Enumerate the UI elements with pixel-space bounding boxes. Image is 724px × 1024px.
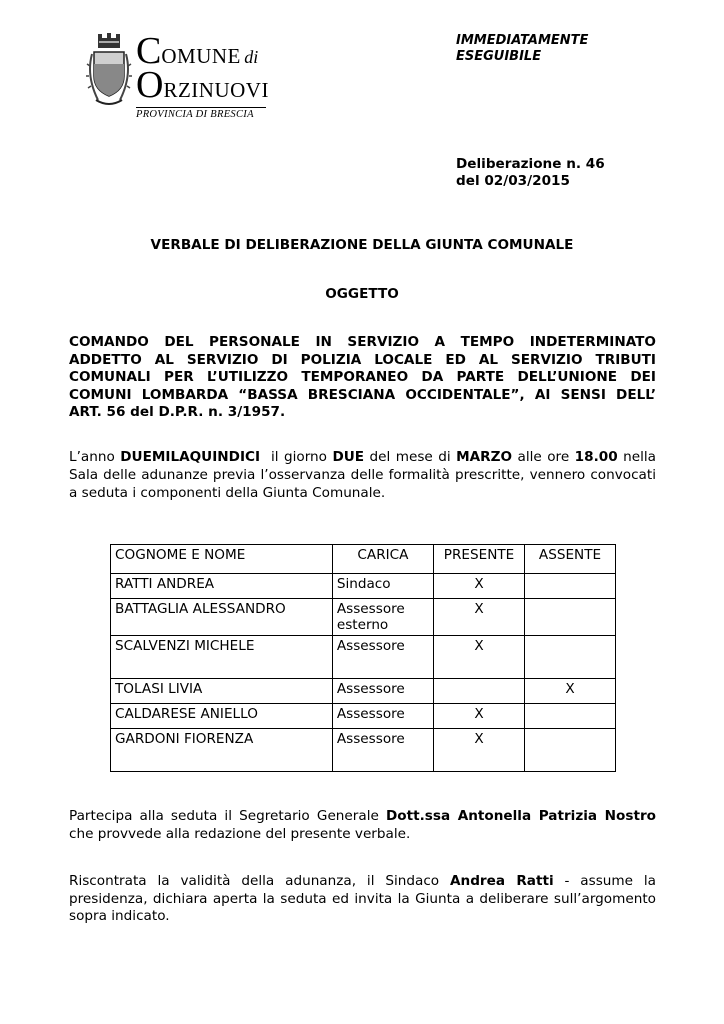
subject-line: COMUNALI PER L’UTILIZZO TEMPORANEO DA PARTE DELL’UNIONE DEI bbox=[69, 369, 656, 385]
member-absent bbox=[525, 599, 616, 636]
logo-word-comune: OMUNE bbox=[161, 44, 241, 68]
logo-initial-c: C bbox=[136, 30, 162, 72]
header-absent: ASSENTE bbox=[525, 545, 616, 574]
member-absent bbox=[525, 636, 616, 679]
table-header-row bbox=[111, 545, 616, 574]
validity-text: - assume la presidenza, dichiara aperta la seduta ed invita la Giunta a deliberare sull’argomento sopra indicato. bbox=[69, 873, 656, 924]
member-name: SCALVENZI MICHELE bbox=[111, 636, 333, 679]
intro-text: del mese di bbox=[364, 449, 457, 465]
intro-day: DUE bbox=[332, 449, 365, 465]
logo-word-orzinuovi: RZINUOVI bbox=[163, 78, 269, 102]
subject-line: COMANDO DEL PERSONALE IN SERVIZIO A TEMPO INDETERMINATO bbox=[69, 334, 656, 350]
member-role: Sindaco bbox=[332, 574, 433, 599]
member-absent bbox=[525, 704, 616, 729]
member-absent bbox=[525, 574, 616, 599]
validity-text: Riscontrata la validità della adunanza, il Sindaco bbox=[69, 873, 450, 889]
deliberation-date: del 02/03/2015 bbox=[456, 173, 570, 189]
intro-time: 18.00 bbox=[574, 449, 618, 465]
member-present: X bbox=[434, 704, 525, 729]
intro-text: il giorno bbox=[260, 449, 333, 465]
subject-text bbox=[69, 334, 656, 422]
document-title: VERBALE DI DELIBERAZIONE DELLA GIUNTA COMUNALE bbox=[150, 237, 574, 253]
mayor-name: Andrea Ratti bbox=[450, 873, 554, 889]
logo-word-di: di bbox=[244, 47, 259, 67]
subject-line: ART. 56 del D.P.R. n. 3/1957. bbox=[69, 404, 286, 420]
table-row bbox=[111, 729, 616, 772]
member-present: X bbox=[434, 599, 525, 636]
intro-text: alle ore bbox=[512, 449, 575, 465]
member-role: Assessore bbox=[332, 679, 433, 704]
header-present: PRESENTE bbox=[434, 545, 525, 574]
intro-paragraph bbox=[69, 448, 656, 502]
exec-line-1: IMMEDIATAMENTE bbox=[456, 33, 589, 48]
secretary-text: Partecipa alla seduta il Segretario Generale bbox=[69, 808, 386, 824]
member-absent: X bbox=[525, 679, 616, 704]
member-name: BATTAGLIA ALESSANDRO bbox=[111, 599, 333, 636]
member-role: Assessore esterno bbox=[332, 599, 433, 636]
member-present: X bbox=[434, 729, 525, 772]
subject-line: COMUNI LOMBARDA “BASSA BRESCIANA OCCIDENTALE”, AI SENSI DELL’ bbox=[69, 386, 656, 403]
validity-paragraph bbox=[69, 873, 656, 926]
table-row bbox=[111, 679, 616, 704]
logo-province: PROVINCIA DI BRESCIA bbox=[136, 107, 266, 120]
immediately-executable-note bbox=[456, 33, 588, 65]
intro-month: MARZO bbox=[456, 449, 513, 465]
member-name: RATTI ANDREA bbox=[111, 574, 333, 599]
table-row bbox=[111, 636, 616, 679]
table-row bbox=[111, 704, 616, 729]
subject-line: ADDETTO AL SERVIZIO DI POLIZIA LOCALE ED AL SERVIZIO TRIBUTI bbox=[69, 351, 656, 368]
secretary-name: Dott.ssa Antonella Patrizia Nostro bbox=[386, 808, 656, 824]
intro-year: DUEMILAQUINDICI bbox=[120, 449, 261, 465]
member-name: TOLASI LIVIA bbox=[111, 679, 333, 704]
table-row bbox=[111, 574, 616, 599]
deliberation-reference bbox=[456, 156, 605, 190]
table-row bbox=[111, 599, 616, 636]
municipality-logo bbox=[86, 30, 286, 120]
member-present: X bbox=[434, 636, 525, 679]
object-heading: OGGETTO bbox=[325, 286, 399, 302]
deliberation-number: Deliberazione n. 46 bbox=[456, 156, 605, 172]
secretary-text: che provvede alla redazione del presente verbale. bbox=[69, 825, 411, 842]
coat-of-arms-icon bbox=[86, 32, 132, 110]
member-role: Assessore bbox=[332, 636, 433, 679]
logo-initial-o: O bbox=[136, 64, 164, 106]
member-name: CALDARESE ANIELLO bbox=[111, 704, 333, 729]
member-absent bbox=[525, 729, 616, 772]
member-name: GARDONI FIORENZA bbox=[111, 729, 333, 772]
header-role: CARICA bbox=[332, 545, 433, 574]
member-present: X bbox=[434, 574, 525, 599]
exec-line-2: ESEGUIBILE bbox=[456, 49, 542, 64]
intro-text: nella Sala delle adunanze previa l’osservanza delle formalità prescritte, vennero convocati a seduta i componenti della Giunta Comunale. bbox=[69, 449, 656, 501]
secretary-paragraph bbox=[69, 808, 656, 843]
member-role: Assessore bbox=[332, 729, 433, 772]
member-present bbox=[434, 679, 525, 704]
attendance-table bbox=[110, 544, 616, 772]
header-name: COGNOME E NOME bbox=[111, 545, 333, 574]
intro-text: L’anno bbox=[69, 449, 121, 465]
member-role: Assessore bbox=[332, 704, 433, 729]
